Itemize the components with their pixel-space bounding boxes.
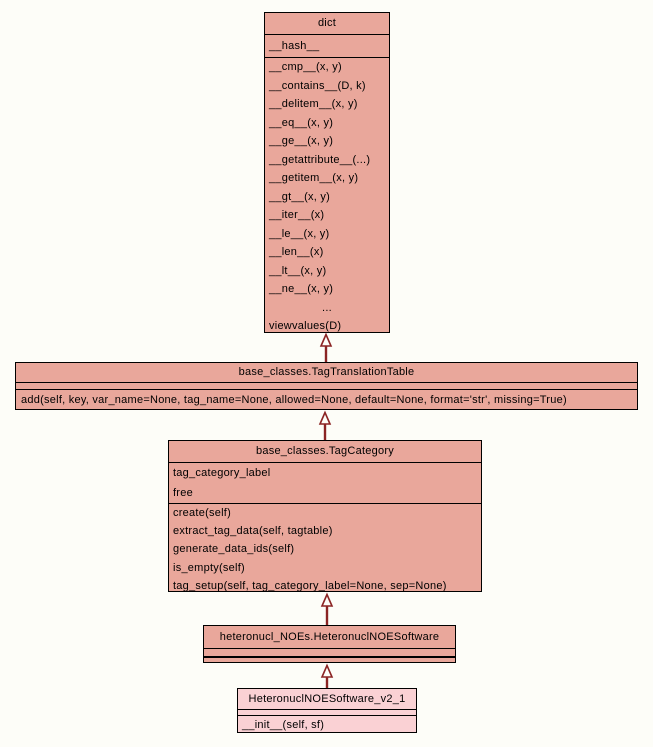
inheritance-arrow-icon [318,333,334,362]
class-title: base_classes.TagCategory [169,441,481,463]
class-box-tagcategory [168,440,482,592]
member-row: tag_setup(self, tag_category_label=None, sep=None) [173,579,447,592]
inheritance-arrow-icon [319,664,335,688]
attributes-compartment [265,35,389,58]
member-row: generate_data_ids(self) [173,543,295,556]
methods-compartment [265,58,389,336]
member-row: __gt__(x, y) [269,190,331,203]
methods-compartment [238,716,416,734]
member-row: __getattribute__(...) [269,153,371,166]
member-row: free [173,487,193,499]
attributes-compartment [204,649,455,657]
member-row: create(self) [173,507,232,519]
methods-compartment [16,390,637,411]
member-row: viewvalues(D) [269,320,342,332]
member-row: tag_category_label [173,467,271,479]
attributes-compartment [16,383,637,390]
inheritance-arrow-icon [319,593,335,625]
member-row: is_empty(self) [173,561,245,574]
member-row: __le__(x, y) [269,227,330,240]
member-row: __init__(self, sf) [242,719,325,731]
member-row: __len__(x) [269,246,324,258]
class-box-dict [264,12,390,333]
class-title: heteronucl_NOEs.HeteronuclNOESoftware [204,626,455,649]
member-row: __ne__(x, y) [269,283,334,295]
methods-compartment [169,504,481,595]
member-row: __iter__(x) [269,209,325,221]
class-box-heteronuclnoesoftware [203,625,456,663]
class-box-heteronuclnoesoftware-v2-1 [237,688,417,733]
member-row: __lt__(x, y) [269,264,327,277]
member-row: __delitem__(x, y) [269,98,358,110]
member-row: __ge__(x, y) [269,135,334,147]
member-row: __eq__(x, y) [269,116,334,129]
inheritance-arrow-icon [317,411,333,440]
class-box-tagtranslationtable [15,362,638,410]
member-row: __hash__ [269,40,320,52]
class-title: dict [265,13,389,35]
member-row: __contains__(D, k) [269,79,366,92]
member-row: __getitem__(x, y) [269,172,359,184]
class-title: base_classes.TagTranslationTable [16,363,637,383]
member-row: extract_tag_data(self, tagtable) [173,525,333,538]
class-title: HeteronuclNOESoftware_v2_1 [238,689,416,710]
member-row: ... [322,301,332,314]
member-row: __cmp__(x, y) [269,61,342,73]
attributes-compartment [169,463,481,504]
member-row: add(self, key, var_name=None, tag_name=None, allowed=None, default=None, format='str', missing=True) [21,394,567,406]
